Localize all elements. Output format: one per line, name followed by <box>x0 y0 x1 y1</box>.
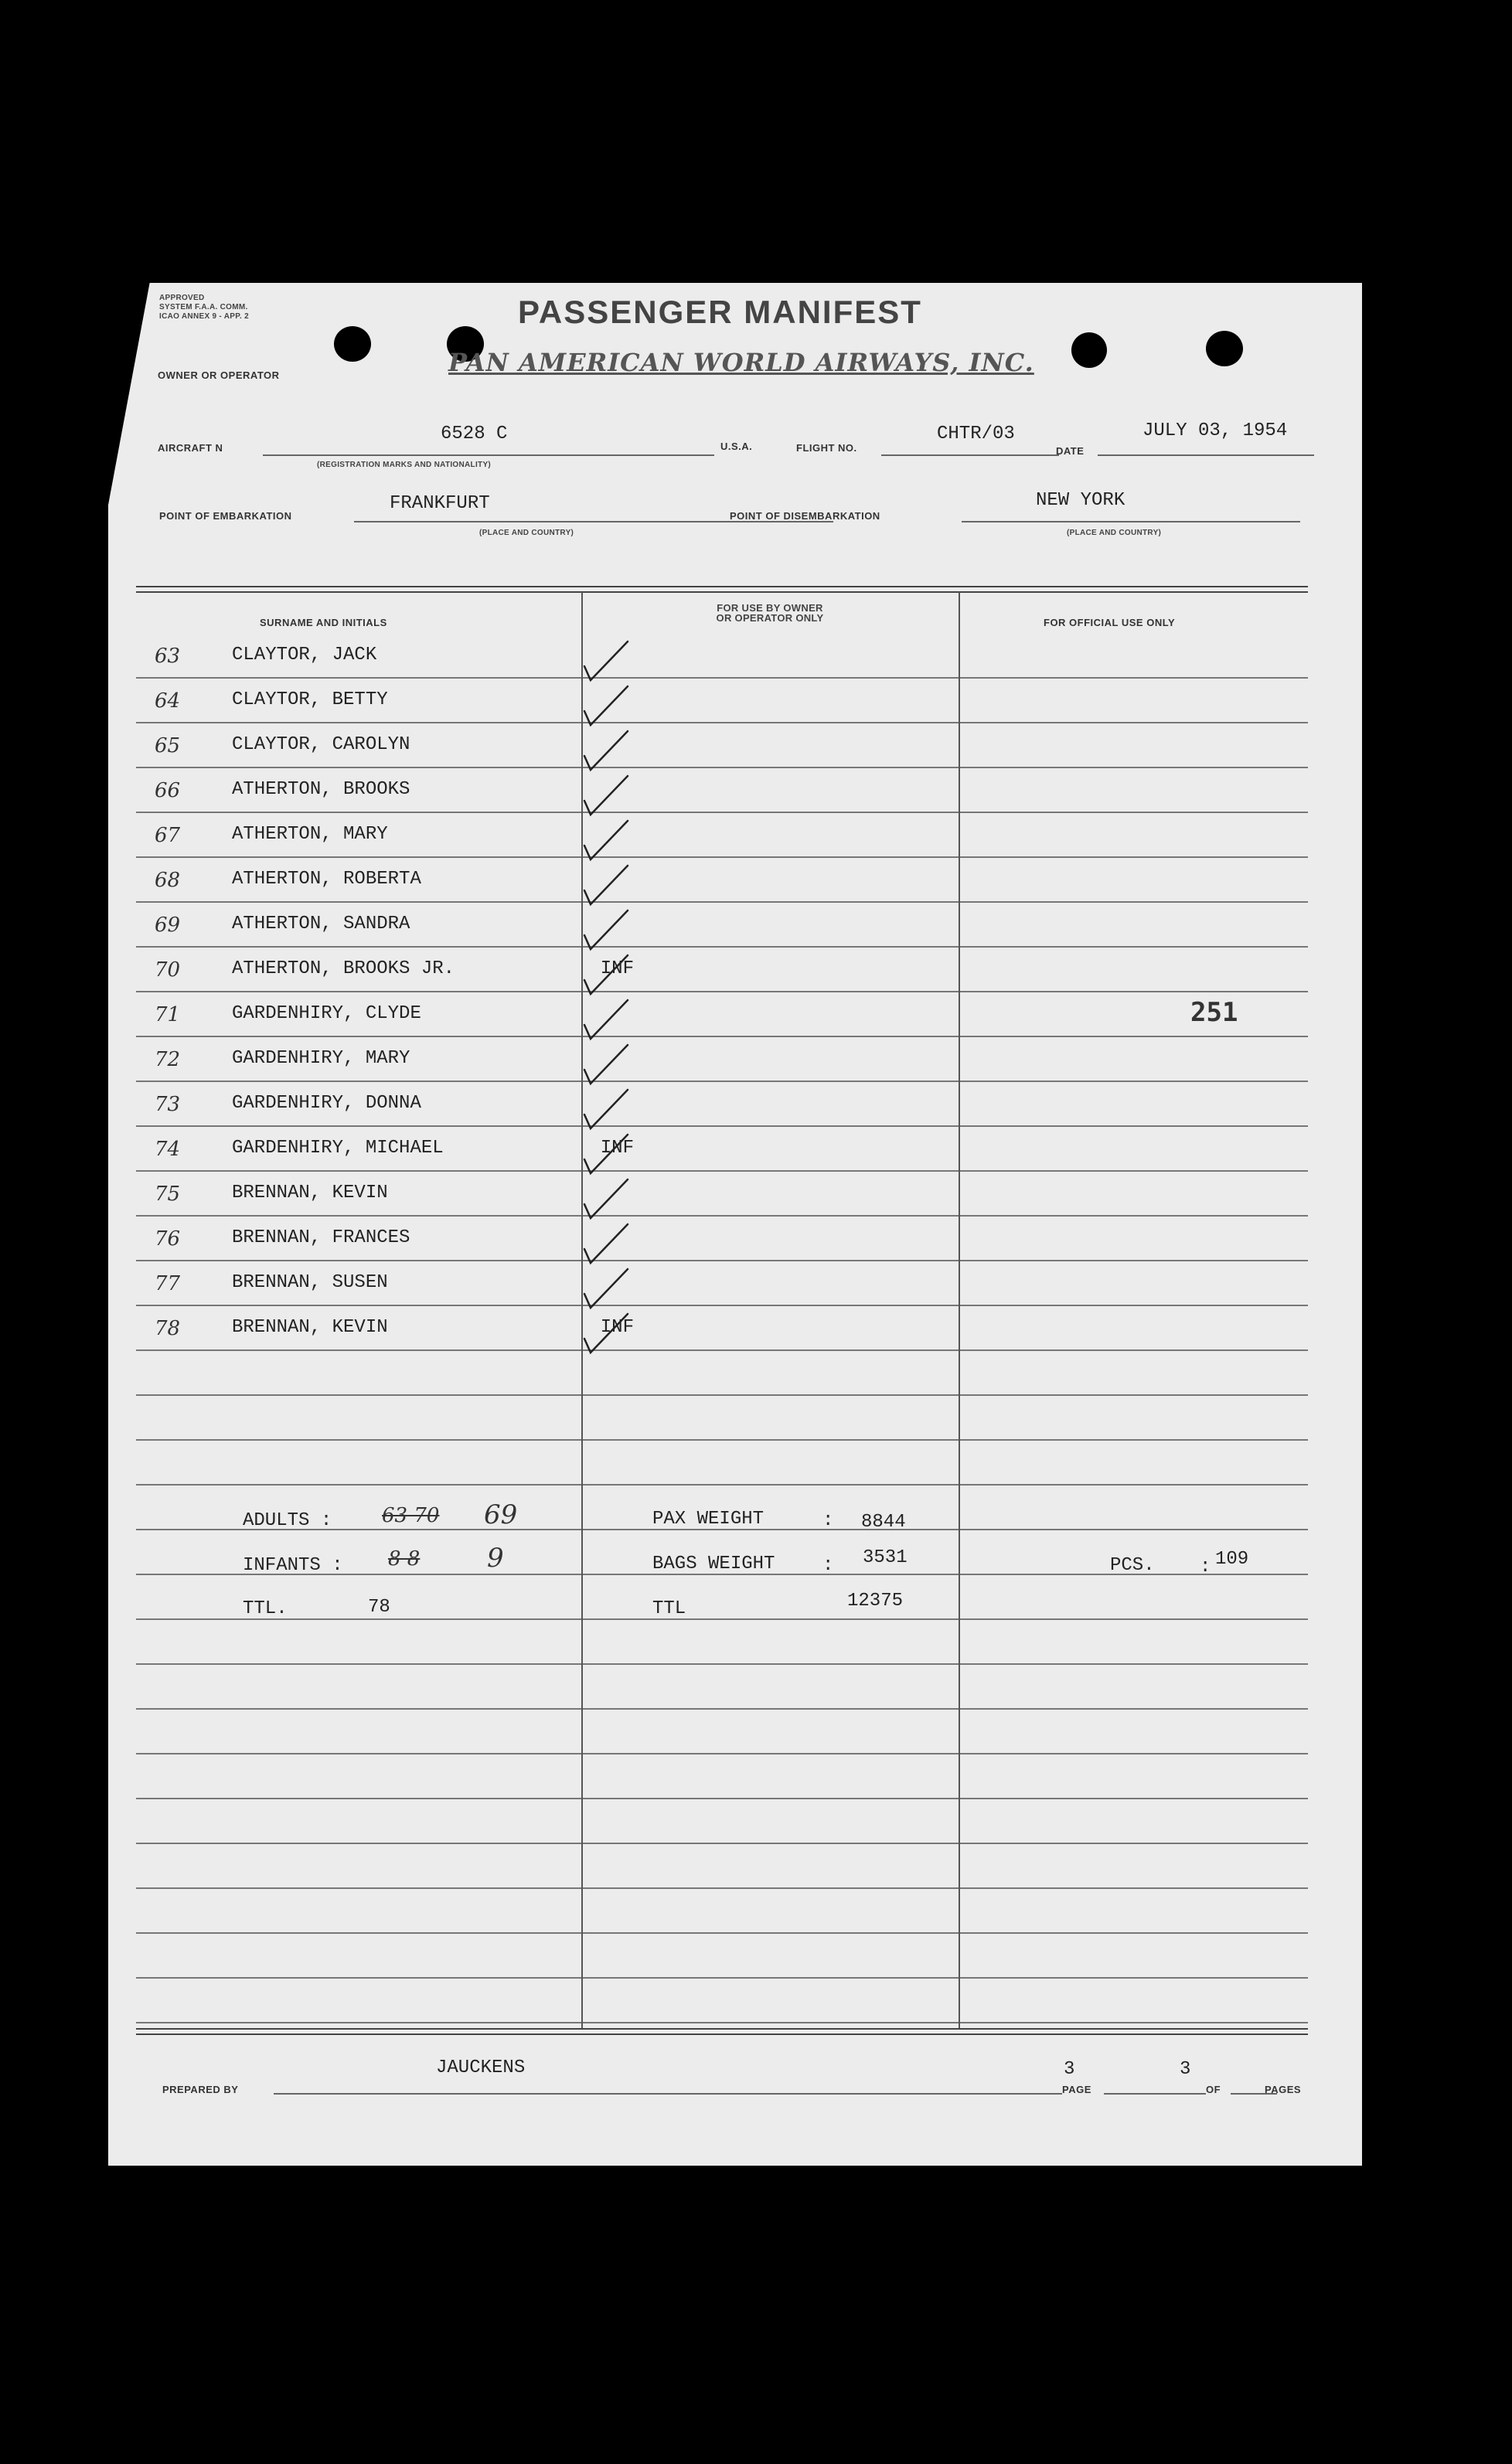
rule-line <box>136 1887 581 1889</box>
infant-flag: INF <box>600 1317 634 1338</box>
registration-note: (REGISTRATION MARKS AND NATIONALITY) <box>317 461 492 469</box>
table-row <box>155 728 1299 773</box>
rule-line <box>136 1394 581 1396</box>
passenger-number: 64 <box>155 689 181 713</box>
weight-ttl-value: 12375 <box>847 1591 904 1611</box>
prepared-label: PREPARED BY <box>162 2084 239 2095</box>
rule-line <box>960 1753 1308 1754</box>
checkmark-icon <box>581 815 666 866</box>
rule-line <box>960 1932 1308 1934</box>
table-row <box>155 997 1299 1042</box>
embark-label: POINT OF EMBARKATION <box>159 510 292 522</box>
punch-hole-right <box>1206 331 1243 366</box>
checkmark-icon <box>581 1308 666 1359</box>
passenger-name: BRENNAN, FRANCES <box>232 1227 410 1248</box>
rule-line <box>583 1753 959 1754</box>
rule-line <box>583 1394 959 1396</box>
of-label: OF <box>1206 2084 1221 2095</box>
rule-line <box>960 1529 1308 1530</box>
checkmark-icon <box>581 680 666 731</box>
passenger-number: 70 <box>155 958 181 982</box>
checkmark-icon <box>581 1173 666 1224</box>
rule-line <box>960 1663 1308 1665</box>
bags-weight-value: 3531 <box>863 1547 908 1568</box>
rule-line <box>136 2022 581 2023</box>
passenger-number: 71 <box>155 1003 181 1026</box>
owner-use-line: FOR USE BY OWNER <box>717 602 823 614</box>
approved-line: SYSTEM F.A.A. COMM. <box>159 303 248 311</box>
checkmark-icon <box>581 994 666 1045</box>
rule-line <box>960 1977 1308 1979</box>
disembark-label: POINT OF DISEMBARKATION <box>730 510 880 522</box>
table-row <box>155 1042 1299 1087</box>
checkmark-icon <box>581 904 666 955</box>
manifest-sheet <box>108 283 1362 2166</box>
approved-stamp <box>159 294 249 322</box>
approved-line: APPROVED <box>159 294 205 302</box>
pages-label: PAGES <box>1265 2084 1302 2095</box>
passenger-number: 66 <box>155 779 181 802</box>
column-header-surname: SURNAME AND INITIALS <box>260 617 387 628</box>
rule-line <box>960 1708 1308 1710</box>
passenger-name: CLAYTOR, BETTY <box>232 689 388 710</box>
checkmark-icon <box>581 1128 666 1179</box>
passenger-number: 69 <box>155 914 181 937</box>
passenger-number: 68 <box>155 869 181 892</box>
column-header-official: FOR OFFICIAL USE ONLY <box>1044 617 1176 628</box>
ttl-value: 78 <box>368 1597 390 1618</box>
page-value: 3 <box>1064 2059 1075 2080</box>
embark-value: FRANKFURT <box>390 493 490 514</box>
passenger-number: 76 <box>155 1227 181 1251</box>
table-row <box>155 1266 1299 1311</box>
passenger-number: 67 <box>155 824 181 847</box>
table-row <box>155 638 1299 683</box>
adults-value: 69 <box>484 1499 518 1530</box>
usa-label: U.S.A. <box>720 441 753 452</box>
table-row <box>155 1221 1299 1266</box>
operator-name: PAN AMERICAN WORLD AIRWAYS, INC. <box>448 348 1034 377</box>
passenger-name: GARDENHIRY, MARY <box>232 1048 410 1069</box>
table-top-border <box>136 586 1308 593</box>
colon: : <box>822 1510 834 1531</box>
rule-line <box>583 1663 959 1665</box>
rule-line <box>136 1663 581 1665</box>
checkmark-icon <box>581 770 666 821</box>
passenger-number: 63 <box>155 645 181 668</box>
passenger-name: BRENNAN, KEVIN <box>232 1317 388 1338</box>
bags-weight-label: BAGS WEIGHT <box>652 1554 775 1574</box>
rule-line <box>960 1394 1308 1396</box>
table-row <box>155 818 1299 863</box>
rule-line <box>583 2022 959 2023</box>
rule-line <box>136 1843 581 1844</box>
table-bottom-border <box>136 2028 1308 2035</box>
infant-flag: INF <box>600 1138 634 1159</box>
table-row <box>155 863 1299 907</box>
disembark-value: NEW YORK <box>1036 490 1125 511</box>
rule-line <box>960 1439 1308 1441</box>
passenger-name: ATHERTON, ROBERTA <box>232 869 421 890</box>
owner-use-line: OR OPERATOR ONLY <box>716 612 824 624</box>
passenger-number: 74 <box>155 1138 181 1161</box>
rule-line <box>960 1887 1308 1889</box>
checkmark-icon <box>581 1263 666 1314</box>
passenger-number: 73 <box>155 1093 181 1116</box>
page-title: PASSENGER MANIFEST <box>518 294 922 330</box>
passenger-name: GARDENHIRY, CLYDE <box>232 1003 421 1024</box>
table-row <box>155 1176 1299 1221</box>
rule-line <box>583 1932 959 1934</box>
punch-hole-mid-right <box>1071 332 1107 368</box>
rule-line <box>583 1484 959 1486</box>
rule-line <box>583 1887 959 1889</box>
rule-line <box>960 1618 1308 1620</box>
infants-value: 9 <box>487 1543 504 1574</box>
passenger-name: ATHERTON, MARY <box>232 824 388 845</box>
pax-weight-value: 8844 <box>861 1512 906 1533</box>
table-row <box>155 952 1299 997</box>
rule-line <box>583 1977 959 1979</box>
table-row <box>155 907 1299 952</box>
aircraft-label: AIRCRAFT N <box>158 442 223 454</box>
pcs-label: PCS. <box>1110 1555 1155 1576</box>
place-note: (PLACE AND COUNTRY) <box>479 529 574 537</box>
rule-line <box>960 2022 1308 2023</box>
rule-line <box>960 1798 1308 1799</box>
table-row <box>155 773 1299 818</box>
infants-label: INFANTS : <box>243 1555 343 1576</box>
flight-number: CHTR/03 <box>937 424 1015 444</box>
checkmark-icon <box>581 1218 666 1269</box>
rule-line <box>583 1439 959 1441</box>
rule-line <box>136 1977 581 1979</box>
passenger-name: GARDENHIRY, DONNA <box>232 1093 421 1114</box>
column-header-owner <box>581 603 959 623</box>
colon: : <box>1200 1557 1211 1577</box>
passenger-name: CLAYTOR, CAROLYN <box>232 734 410 755</box>
checkmark-icon <box>581 1084 666 1135</box>
passenger-name: CLAYTOR, JACK <box>232 645 377 665</box>
table-row <box>155 1087 1299 1132</box>
weight-ttl-label: TTL <box>652 1598 686 1619</box>
rule-line <box>136 1708 581 1710</box>
passenger-number: 72 <box>155 1048 181 1071</box>
checkmark-icon <box>581 1039 666 1090</box>
page-label: PAGE <box>1062 2084 1091 2095</box>
rule-line <box>136 1618 581 1620</box>
pcs-value: 109 <box>1215 1549 1249 1570</box>
adults-label: ADULTS : <box>243 1510 332 1531</box>
passenger-number: 77 <box>155 1272 181 1295</box>
rule-line <box>583 1798 959 1799</box>
official-note: 251 <box>1190 997 1238 1028</box>
rule-line <box>583 1843 959 1844</box>
rule-line <box>960 1484 1308 1486</box>
infants-struck: 8 8 <box>388 1547 421 1571</box>
rule-line <box>136 1574 581 1575</box>
passenger-name: ATHERTON, BROOKS JR. <box>232 958 455 979</box>
checkmark-icon <box>581 859 666 910</box>
torn-corner <box>107 281 150 513</box>
ttl-label: TTL. <box>243 1598 288 1619</box>
checkmark-icon <box>581 949 666 1000</box>
passenger-name: GARDENHIRY, MICHAEL <box>232 1138 444 1159</box>
passenger-name: BRENNAN, KEVIN <box>232 1183 388 1203</box>
checkmark-icon <box>581 635 666 686</box>
rule-line <box>136 1484 581 1486</box>
date-label: DATE <box>1056 445 1085 457</box>
rule-line <box>136 1439 581 1441</box>
checkmark-icon <box>581 725 666 776</box>
owner-label: OWNER OR OPERATOR <box>158 369 280 381</box>
punch-hole-left <box>334 326 371 362</box>
table-row <box>155 1132 1299 1176</box>
passenger-name: ATHERTON, BROOKS <box>232 779 410 800</box>
rule-line <box>960 1843 1308 1844</box>
colon: : <box>822 1555 834 1576</box>
rule-line <box>583 1618 959 1620</box>
of-value: 3 <box>1180 2059 1191 2080</box>
table-row <box>155 1311 1299 1356</box>
rule-line <box>136 1798 581 1799</box>
infant-flag: INF <box>600 958 634 979</box>
passenger-name: BRENNAN, SUSEN <box>232 1272 388 1293</box>
flight-label: FLIGHT NO. <box>796 442 857 454</box>
passenger-number: 65 <box>155 734 181 757</box>
place-note-2: (PLACE AND COUNTRY) <box>1067 529 1162 537</box>
adults-struck: 63 70 <box>382 1504 440 1527</box>
rule-line <box>583 1708 959 1710</box>
passenger-number: 78 <box>155 1317 181 1340</box>
flight-date: JULY 03, 1954 <box>1143 420 1288 441</box>
passenger-number: 75 <box>155 1183 181 1206</box>
approved-line: ICAO ANNEX 9 - APP. 2 <box>159 312 249 321</box>
table-row <box>155 683 1299 728</box>
prepared-by-value: JAUCKENS <box>436 2057 526 2078</box>
passenger-name: ATHERTON, SANDRA <box>232 914 410 934</box>
aircraft-value: 6528 C <box>441 424 508 444</box>
rule-line <box>136 1753 581 1754</box>
rule-line <box>136 1932 581 1934</box>
pax-weight-label: PAX WEIGHT <box>652 1509 765 1530</box>
